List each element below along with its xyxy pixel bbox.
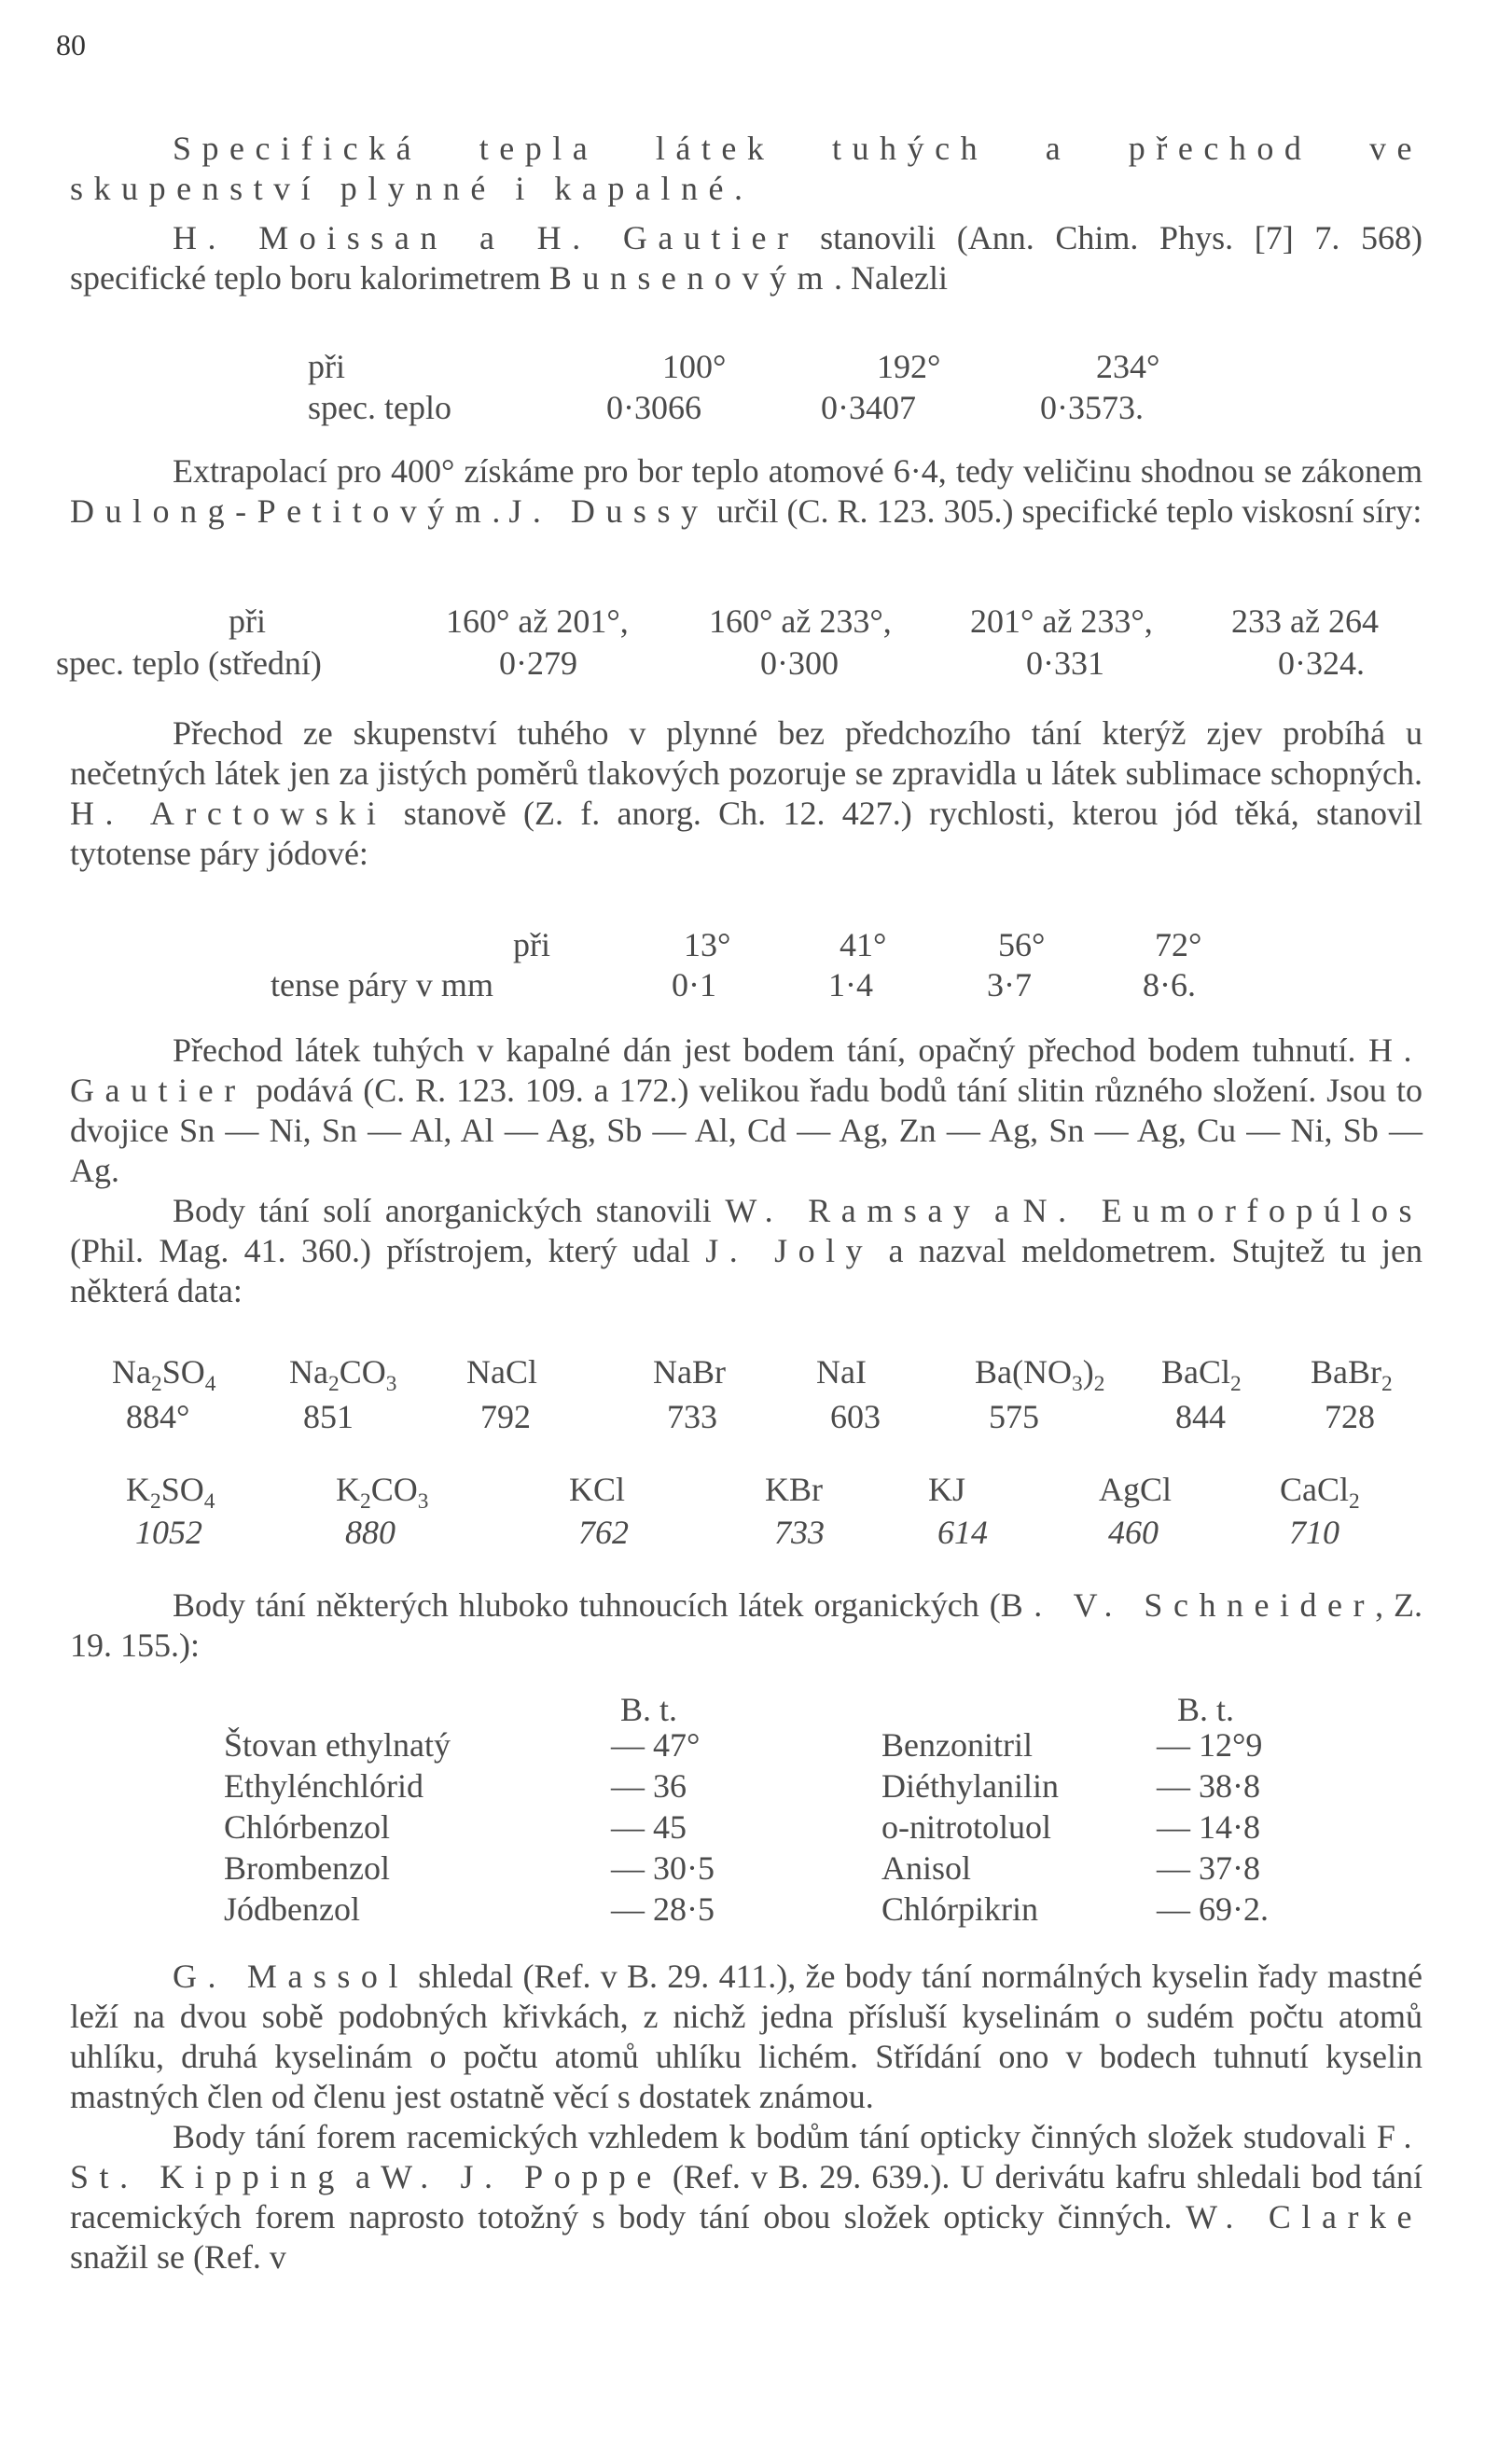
author-eumorfopulos: N. Eumorfopúlos [1022,1192,1423,1229]
compound-melting-point: — 45 [611,1808,687,1846]
salt-melting-point: 762 [578,1514,629,1551]
compound-melting-point: — 47° [611,1726,701,1764]
compound-melting-point: — 38·8 [1157,1767,1260,1805]
paragraph-text: Body tání některých hluboko tuhnoucích látek organických ( [173,1586,1001,1624]
paragraph-text: . [492,492,509,530]
paragraph-text: (Ref. v B. 29. 639.). U derivátu kafru shledali bod tání racemických forem naprosto totožný s body tání obou složek opticky činných. [70,2158,1423,2236]
paragraph-text: určil (C. R. 123. 305.) specifické teplo viskosní síry: [708,492,1423,530]
paragraph-extrapolation [70,451,1423,532]
salt-formula: CaCl$_2$ [1280,1471,1360,1515]
salt-melting-point: 792 [480,1398,531,1435]
salt-formula: NaI [816,1353,867,1391]
paragraph-ramsay [70,1191,1423,1311]
salt-melting-point: 884° [126,1398,190,1435]
table1-value-1: 0·3066 [606,389,701,426]
compound-name: Chlórbenzol [224,1808,390,1846]
compound-melting-point: — 30·5 [611,1849,715,1887]
salt-formula: $Na_2SO_4$ [112,1353,216,1397]
author-schneider: B. V. Schneider [1000,1586,1376,1624]
salt-melting-point: 575 [989,1398,1039,1435]
table2-value-3: 0·331 [1026,644,1104,682]
table3-label-pressure: tense páry v mm [271,966,493,1004]
author-dussy: J. Dussy [508,492,709,530]
table3-value-1: 0·1 [672,966,716,1004]
table1-temp-1: 100° [662,348,727,385]
table3-temp-1: 13° [684,926,731,963]
paragraph-text: Přechod látek tuhých v kapalné dán jest bodem tání, opačný přechod bodem tuhnutí. [173,1031,1368,1069]
paragraph-melting [70,1031,1423,1191]
compound-name: Benzonitril [881,1726,1033,1764]
table3-label-temp: při [513,926,550,963]
paragraph-text: shledal (Ref. v B. 29. 411.), že body tání normálných kyselin řady mastné leží na dvou sobě podobných křivkách, z nichž jedna přísluší kyselinám o sudém počtu atomů uhlíku, druhá kyselinám o počtu atomů uhlíku lichém. Střídání ono v bodech tuhnutí kyselin mastných člen od členu jest ostatně věcí s dostatek známou. [70,1958,1423,2115]
author-moissan: H. Moissan a H. Gautier [173,219,799,256]
table3-value-3: 3·7 [987,966,1032,1004]
salt-melting-point: 710 [1289,1514,1339,1551]
paragraph-gautier-block [70,1031,1423,1311]
paragraph-text: . Nalezli [834,259,948,297]
page-number: 80 [56,28,86,62]
compound-melting-point: — 69·2. [1157,1890,1269,1928]
compound-name: Anisol [881,1849,972,1887]
table1-value-2: 0·3407 [821,389,916,426]
salt-formula: $Ba(NO_3)_2$ [975,1353,1105,1397]
table2-label-heat: spec. teplo (střední) [56,644,322,682]
paragraph-text: a [344,2158,382,2195]
paragraph-sublimation [70,713,1423,874]
compound-name: o-nitrotoluol [881,1808,1051,1846]
paragraph-text: (Phil. Mag. 41. 360.) přístrojem, který udal [70,1232,706,1269]
salt-formula: NaBr [653,1353,726,1391]
paragraph-text: Body tání forem racemických vzhledem k bodům tání opticky činných složek studovali [173,2118,1377,2155]
paragraph-massol-block [70,1957,1423,2277]
paragraph-organic [70,1585,1423,1666]
salt-melting-point: 844 [1175,1398,1226,1435]
salt-formula: KBr [765,1471,823,1508]
table1-value-3: 0·3573. [1040,389,1144,426]
author-massol: G. Massol [173,1958,409,1995]
paragraph-text: a [980,1192,1023,1229]
salt-formula: $Na_2CO_3$ [289,1353,397,1397]
author-kipping: F. St. Kipping [70,2118,1423,2195]
paragraph-text: stanovili (Ann. Chim. Phys. [7] 7. 568) specifické teplo boru kalorimetrem [70,219,1423,297]
intro-block [70,129,1423,298]
paragraph-text: a nazval meldometrem. Stujtež tu jen některá data: [70,1232,1423,1309]
table3-value-4: 8·6. [1143,966,1196,1004]
author-arctowski: H. Arctowski [70,795,387,832]
author-clarke: W. Clarke [1186,2198,1423,2236]
table1-temp-2: 192° [877,348,941,385]
table1-label-temp: při [308,348,345,385]
salt-melting-point: 733 [774,1514,825,1551]
author-ramsay: W. Ramsay [725,1192,981,1229]
salt-melting-point: 851 [303,1398,354,1435]
compound-name: Chlórpikrin [881,1890,1038,1928]
table3-temp-2: 41° [840,926,887,963]
salt-formula: BaBr$_2$ [1311,1353,1393,1397]
paragraph-schneider-block [70,1585,1423,1666]
compound-melting-point: — 37·8 [1157,1849,1260,1887]
compound-name: Štovan ethylnatý [224,1726,451,1764]
salt-melting-point: 614 [937,1514,988,1551]
table2-range-2: 160° až 233°, [709,602,892,640]
table2-range-3: 201° až 233°, [970,602,1153,640]
name-bunsen: Bunsenovým [548,259,835,297]
paragraph-text: Přechod ze skupenství tuhého v plynné bez předchozího tání kterýž zjev probíhá u nečetných látek jen za jistých poměrů tlakových pozoruje se zpravidla u látek sublimace schopných. [70,714,1423,792]
paragraph-massol [70,1957,1423,2117]
salt-formula: KJ [928,1471,966,1508]
salt-melting-point: 728 [1325,1398,1375,1435]
paragraph-racemic [70,2117,1423,2277]
salt-formula: $K_2SO_4$ [126,1471,215,1515]
paragraph-text: stanově (Z. f. anorg. Ch. 12. 427.) rychlosti, kterou jód těká, stanovil tytotense páry jódové: [70,795,1423,872]
salt-formula: NaCl [466,1353,537,1391]
salt-formula: KCl [569,1471,626,1508]
compound-melting-point: — 36 [611,1767,687,1805]
name-dulong-petit: Dulong-Petitovým [70,492,493,530]
compound-melting-point: — 12°9 [1157,1726,1263,1764]
table1-label-heat: spec. teplo [308,389,451,426]
table2-value-2: 0·300 [760,644,839,682]
paragraph-text: , Z. 19. 155.): [70,1586,1423,1664]
salt-melting-point: 733 [667,1398,717,1435]
paragraph-arctowski-block [70,713,1423,874]
paragraph-moissan [70,218,1423,298]
author-joly: J. Joly [705,1232,874,1269]
salt-formula: $K_2CO_3$ [336,1471,429,1515]
table3-temp-4: 72° [1155,926,1202,963]
table3-temp-3: 56° [998,926,1046,963]
author-gautier: H. Gautier [70,1031,1423,1109]
table2-range-1: 160° až 201°, [446,602,629,640]
compound-melting-point: — 14·8 [1157,1808,1260,1846]
table1-temp-3: 234° [1096,348,1160,385]
paragraph-dussy-block [70,451,1423,532]
compound-name: Ethylénchlórid [224,1767,423,1805]
table2-value-4: 0·324. [1278,644,1365,682]
salt-melting-point: 603 [830,1398,881,1435]
table2-label-temp: při [229,602,266,640]
table2-range-4: 233 až 264 [1231,602,1379,640]
table3-value-2: 1·4 [828,966,873,1004]
table4-header-right: B. t. [1177,1691,1235,1728]
author-poppe: W. J. Poppe [381,2158,662,2195]
salt-melting-point: 1052 [135,1514,202,1551]
table2-value-1: 0·279 [499,644,577,682]
paragraph-text: podává (C. R. 123. 109. a 172.) velikou řadu bodů tání slitin různého složení. Jsou to dvojice Sn — Ni, Sn — Al, Al — Ag, Sb — Al, Cd — Ag, Zn — Ag, Sn — Ag, Cu — Ni, Sb — Ag. [70,1072,1423,1189]
salt-formula: AgCl [1099,1471,1173,1508]
paragraph-text: Body tání solí anorganických stanovili [173,1192,726,1229]
compound-name: Jódbenzol [224,1890,360,1928]
salt-melting-point: 880 [345,1514,396,1551]
salt-melting-point: 460 [1108,1514,1159,1551]
compound-name: Diéthylanilin [881,1767,1059,1805]
paragraph-text: snažil se (Ref. v [70,2238,286,2276]
paragraph-text: Extrapolací pro 400° získáme pro bor teplo atomové 6·4, tedy veličinu shodnou se zákonem [173,452,1423,490]
salt-formula: BaCl$_2$ [1161,1353,1242,1397]
compound-name: Brombenzol [224,1849,390,1887]
table4-header-left: B. t. [620,1691,678,1728]
compound-melting-point: — 28·5 [611,1890,715,1928]
section-heading: Specifická tepla látek tuhých a přechod ve skupenství plynné i kapalné. [70,130,1423,207]
